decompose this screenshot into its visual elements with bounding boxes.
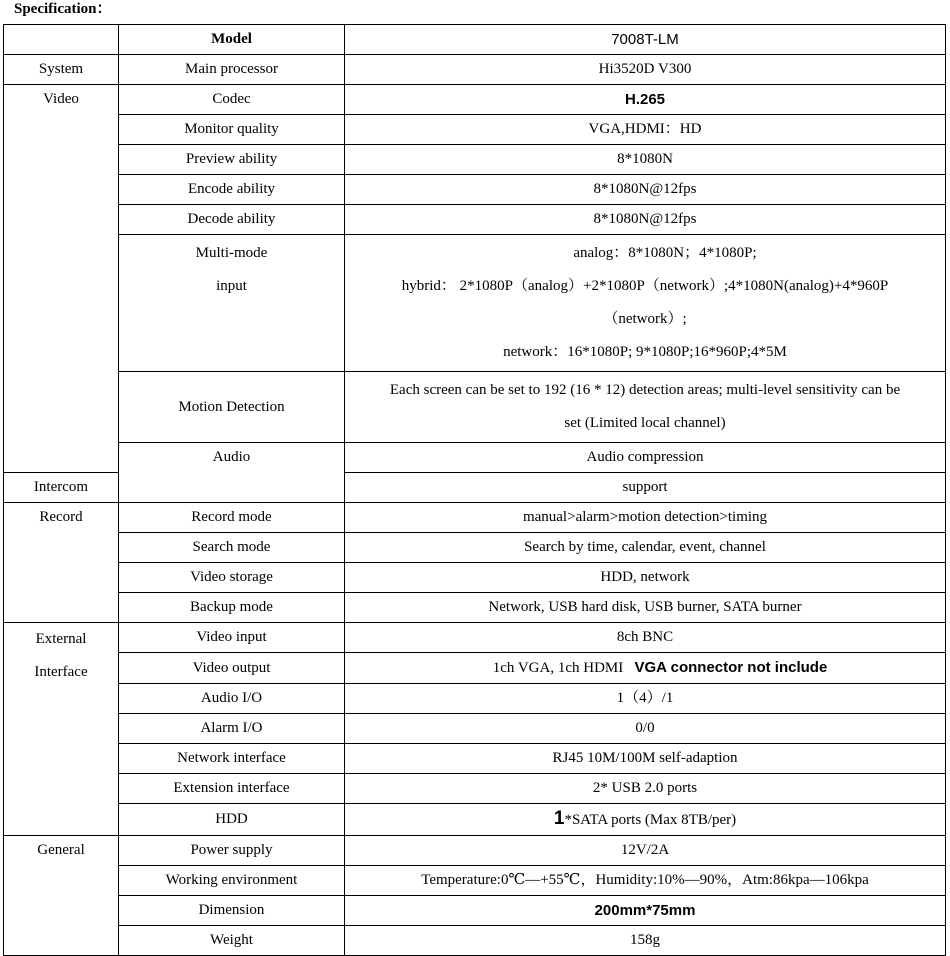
multi-mode-line4: network：16*1080P; 9*1080P;16*960P;4*5M (503, 344, 787, 360)
table-row (4, 714, 946, 744)
row-value (345, 372, 946, 443)
row-label: Working environment (119, 866, 345, 896)
multi-mode-line3: （network）; (603, 311, 687, 327)
row-value: Hi3520D V300 (345, 55, 946, 85)
model-value: 7008T-LM (345, 25, 946, 55)
row-label: Network interface (119, 744, 345, 774)
category-record: Record (4, 503, 119, 623)
row-label: Weight (119, 926, 345, 956)
row-label: Intercom (4, 473, 119, 503)
table-row (4, 533, 946, 563)
row-label: Monitor quality (119, 115, 345, 145)
multi-mode-line1: analog：8*1080N；4*1080P; (573, 245, 757, 261)
table-row (4, 115, 946, 145)
table-row (4, 804, 946, 836)
table-row (4, 55, 946, 85)
multi-mode-line2: hybrid： 2*1080P（analog）+2*1080P（network）;4*1080N(analog)+4*960P (401, 278, 889, 294)
table-row (4, 744, 946, 774)
hdd-value-number: 1 (553, 808, 565, 829)
table-row-model (4, 25, 946, 55)
category-general: General (4, 836, 119, 956)
table-row (4, 866, 946, 896)
hdd-value-text: *SATA ports (Max 8TB/per) (564, 812, 737, 828)
table-row (4, 563, 946, 593)
multi-mode-label-line1: Multi-mode (195, 245, 268, 261)
video-output-value: 1ch VGA, 1ch HDMI (492, 660, 624, 676)
row-label: Extension interface (119, 774, 345, 804)
table-row (4, 896, 946, 926)
row-value: 0/0 (345, 714, 946, 744)
row-label: Video output (119, 653, 345, 684)
multi-mode-label-line2: input (216, 278, 247, 294)
external-label-line1: External (35, 631, 87, 647)
table-row (4, 85, 946, 115)
row-value: 8*1080N@12fps (345, 205, 946, 235)
row-value: 2* USB 2.0 ports (345, 774, 946, 804)
category-external-interface (4, 623, 119, 836)
row-label: Alarm I/O (119, 714, 345, 744)
row-label: Dimension (119, 896, 345, 926)
table-row (4, 593, 946, 623)
row-label: Codec (119, 85, 345, 115)
row-label: Record mode (119, 503, 345, 533)
row-value: support (345, 473, 946, 503)
table-row (4, 205, 946, 235)
row-value: manual>alarm>motion detection>timing (345, 503, 946, 533)
row-label: Encode ability (119, 175, 345, 205)
row-value: 8ch BNC (345, 623, 946, 653)
empty-header-cell (4, 25, 119, 55)
table-row (4, 836, 946, 866)
table-row-motion-detection (4, 372, 946, 443)
row-label: Backup mode (119, 593, 345, 623)
row-value: VGA,HDMI：HD (345, 115, 946, 145)
table-row (4, 684, 946, 714)
row-value: Network, USB hard disk, USB burner, SATA burner (345, 593, 946, 623)
video-output-note: VGA connector not include (634, 659, 828, 676)
table-row (4, 443, 946, 473)
row-value (345, 804, 946, 836)
row-label: HDD (119, 804, 345, 836)
row-label: Preview ability (119, 145, 345, 175)
table-row-multi-mode (4, 235, 946, 372)
table-row (4, 623, 946, 653)
row-label: Search mode (119, 533, 345, 563)
row-label: Video storage (119, 563, 345, 593)
row-value (345, 235, 946, 372)
row-label: Power supply (119, 836, 345, 866)
row-label: Video input (119, 623, 345, 653)
row-label: Motion Detection (119, 372, 345, 443)
table-row (4, 175, 946, 205)
row-label: Main processor (119, 55, 345, 85)
category-system: System (4, 55, 119, 85)
category-video: Video (4, 85, 119, 473)
row-value (345, 653, 946, 684)
table-row (4, 926, 946, 956)
model-label: Model (119, 25, 345, 55)
table-row (4, 503, 946, 533)
table-row (4, 145, 946, 175)
motion-detection-line2: set (Limited local channel) (564, 415, 726, 431)
row-value: 200mm*75mm (345, 896, 946, 926)
row-value: RJ45 10M/100M self-adaption (345, 744, 946, 774)
row-value: 8*1080N@12fps (345, 175, 946, 205)
row-value: 158g (345, 926, 946, 956)
row-label (119, 235, 345, 372)
row-value: 12V/2A (345, 836, 946, 866)
row-label: Audio compression (345, 443, 946, 473)
row-label: Decode ability (119, 205, 345, 235)
row-value: 1（4）/1 (345, 684, 946, 714)
row-value: 8*1080N (345, 145, 946, 175)
category-audio: Audio (119, 443, 345, 503)
motion-detection-line1: Each screen can be set to 192 (16 * 12) detection areas; multi-level sensitivity can be (389, 382, 901, 398)
page-title: Specification： (14, 1, 112, 17)
external-label-line2: Interface (34, 664, 88, 680)
spec-table (3, 24, 946, 956)
table-row (4, 774, 946, 804)
row-value: H.265 (345, 85, 946, 115)
row-value: HDD, network (345, 563, 946, 593)
table-row (4, 653, 946, 684)
row-value: Temperature:0℃—+55℃，Humidity:10%—90%，Atm:86kpa—106kpa (345, 866, 946, 896)
row-value: Search by time, calendar, event, channel (345, 533, 946, 563)
row-label: Audio I/O (119, 684, 345, 714)
